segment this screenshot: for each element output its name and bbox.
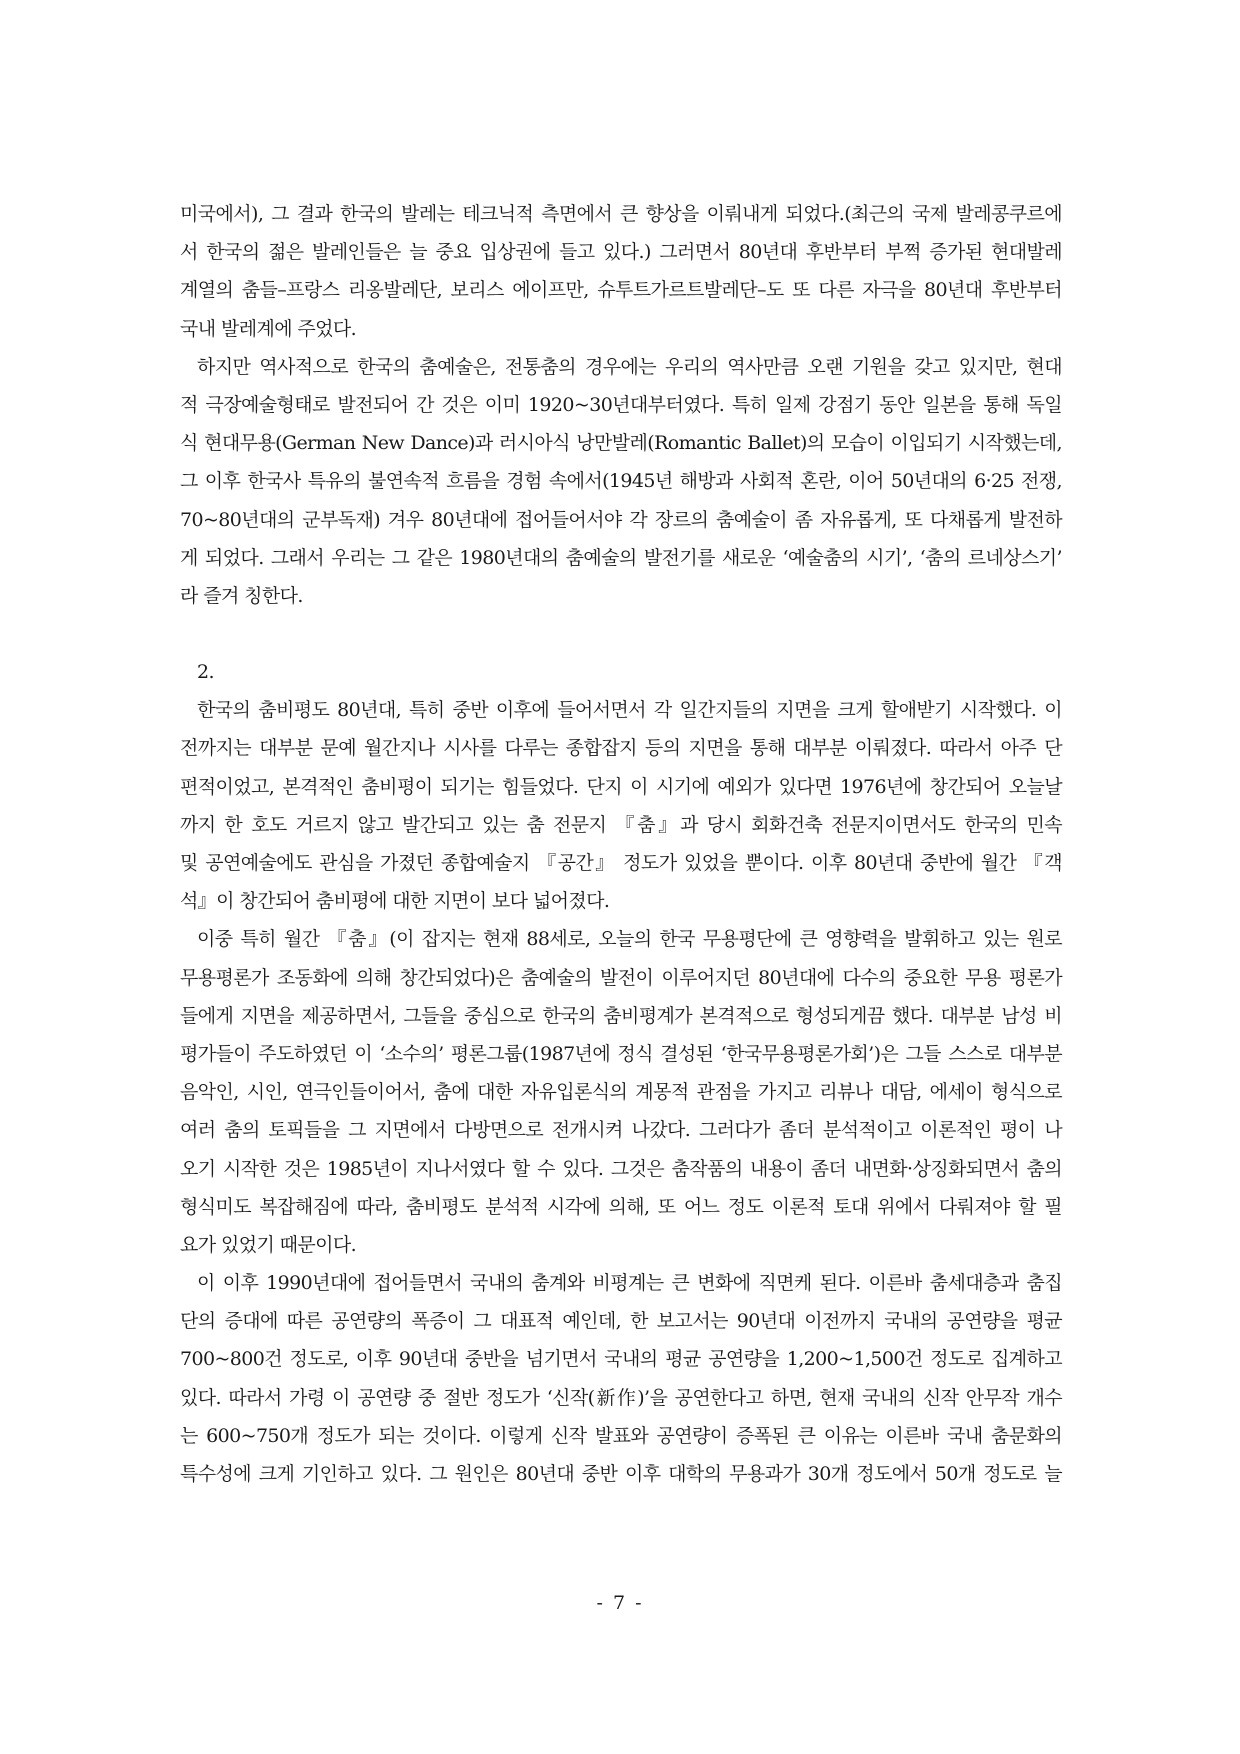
paragraph-2 (180, 348, 1062, 615)
paragraph-3 (180, 691, 1062, 920)
text-line: 서 한국의 젊은 발레인들은 늘 중요 입상권에 들고 있다.) 그러면서 80년대 후반부터 부쩍 증가된 현대발레 (180, 241, 1062, 264)
text-line: 하지만 역사적으로 한국의 춤예술은, 전통춤의 경우에는 우리의 역사만큼 오랜 기원을 갖고 있지만, 현대 (197, 355, 1062, 378)
text-line: 및 공연예술에도 관심을 가졌던 종합예술지 『공간』 정도가 있었을 뿐이다. 이후 80년대 중반에 월간 『객 (180, 852, 1062, 874)
text-line: 무용평론가 조동화에 의해 창간되었다)은 춤예술의 발전이 이루어지던 80년대에 다수의 중요한 무용 평론가 (180, 966, 1062, 989)
text-line: 라 즐겨 칭한다. (180, 584, 303, 607)
page-number: - 7 - (596, 1592, 644, 1614)
text-line: 700~800건 정도로, 이후 90년대 중반을 넘기면서 국내의 평균 공연량을 1,200~1,500건 정도로 집계하고 (180, 1348, 1062, 1371)
section-number: 2. (197, 661, 214, 684)
text-line: 석』이 창간되어 춤비평에 대한 지면이 보다 넓어졌다. (180, 890, 610, 913)
text-line: 식 현대무용(German New Dance)과 러시아식 낭만발레(Romantic Ballet)의 모습이 이입되기 시작했는데, (180, 432, 1062, 455)
text-line: 는 600~750개 정도가 되는 것이다. 이렇게 신작 발표와 공연량이 증폭된 큰 이유는 이른바 국내 춤문화의 (180, 1424, 1062, 1447)
text-line: 음악인, 시인, 연극인들이어서, 춤에 대한 자유입론식의 계몽적 관점을 가지고 리뷰나 대담, 에세이 형식으로 (180, 1081, 1062, 1104)
text-line: 편적이었고, 본격적인 춤비평이 되기는 힘들었다. 단지 이 시기에 예외가 있다면 1976년에 창간되어 오늘날 (180, 775, 1062, 798)
text-line: 요가 있었기 때문이다. (180, 1233, 357, 1256)
text-line: 단의 증대에 따른 공연량의 폭증이 그 대표적 예인데, 한 보고서는 90년대 이전까지 국내의 공연량을 평균 (180, 1310, 1062, 1333)
text-line: 이중 특히 월간 『춤』(이 잡지는 현재 88세로, 오늘의 한국 무용평단에 큰 영향력을 발휘하고 있는 원로 (197, 928, 1062, 951)
paragraph-1 (180, 195, 1062, 348)
text-line: 그 이후 한국사 특유의 불연속적 흐름을 경험 속에서(1945년 해방과 사회적 혼란, 이어 50년대의 6·25 전쟁, (180, 470, 1062, 493)
text-line: 평가들이 주도하였던 이 ‘소수의’ 평론그룹(1987년에 정식 결성된 ‘한국무용평론가회’)은 그들 스스로 대부분 (180, 1042, 1062, 1065)
text-line: 여러 춤의 토픽들을 그 지면에서 다방면으로 전개시켜 나갔다. 그러다가 좀더 분석적이고 이론적인 평이 나 (180, 1119, 1062, 1142)
text-line: 70~80년대의 군부독재) 겨우 80년대에 접어들어서야 각 장르의 춤예술이 좀 자유롭게, 또 다채롭게 발전하 (180, 508, 1062, 531)
text-line: 형식미도 복잡해짐에 따라, 춤비평도 분석적 시각에 의해, 또 어느 정도 이론적 토대 위에서 다뤄져야 할 필 (180, 1195, 1062, 1218)
text-line: 들에게 지면을 제공하면서, 그들을 중심으로 한국의 춤비평계가 본격적으로 형성되게끔 했다. 대부분 남성 비 (180, 1004, 1062, 1027)
text-line: 까지 한 호도 거르지 않고 발간되고 있는 춤 전문지 『춤』과 당시 회화건축 전문지이면서도 한국의 민속 (180, 813, 1062, 836)
text-line: 전까지는 대부분 문예 월간지나 시사를 다루는 종합잡지 등의 지면을 통해 대부분 이뤄졌다. 따라서 아주 단 (180, 737, 1062, 760)
paragraph-4 (180, 920, 1062, 1264)
text-line: 이 이후 1990년대에 접어들면서 국내의 춤계와 비평계는 큰 변화에 직면케 된다. 이른바 춤세대층과 춤집 (197, 1272, 1062, 1295)
text-line: 적 극장예술형태로 발전되어 간 것은 이미 1920~30년대부터였다. 특히 일제 강점기 동안 일본을 통해 독일 (180, 393, 1062, 416)
paragraph-5 (180, 1264, 1062, 1493)
text-line: 미국에서), 그 결과 한국의 발레는 테크닉적 측면에서 큰 향상을 이뤄내게 되었다.(최근의 국제 발레콩쿠르에 (180, 203, 1062, 225)
section-gap (180, 615, 1062, 653)
text-line: 국내 발레계에 주었다. (180, 317, 357, 340)
text-line: 오기 시작한 것은 1985년이 지나서였다 할 수 있다. 그것은 춤작품의 내용이 좀더 내면화·상징화되면서 춤의 (180, 1157, 1062, 1180)
text-line: 계열의 춤들–프랑스 리옹발레단, 보리스 에이프만, 슈투트가르트발레단–도 또 다른 자극을 80년대 후반부터 (180, 279, 1062, 302)
document-body (180, 195, 1062, 1493)
text-line: 특수성에 크게 기인하고 있다. 그 원인은 80년대 중반 이후 대학의 무용과가 30개 정도에서 50개 정도로 늘 (180, 1463, 1062, 1485)
text-line: 한국의 춤비평도 80년대, 특히 중반 이후에 들어서면서 각 일간지들의 지면을 크게 할애받기 시작했다. 이 (197, 699, 1062, 722)
text-line: 게 되었다. 그래서 우리는 그 같은 1980년대의 춤예술의 발전기를 새로운 ‘예술춤의 시기’, ‘춤의 르네상스기’ (180, 546, 1062, 569)
text-line: 있다. 따라서 가령 이 공연량 중 절반 정도가 ‘신작(新作)’을 공연한다고 하면, 현재 국내의 신작 안무작 개수 (180, 1386, 1062, 1409)
